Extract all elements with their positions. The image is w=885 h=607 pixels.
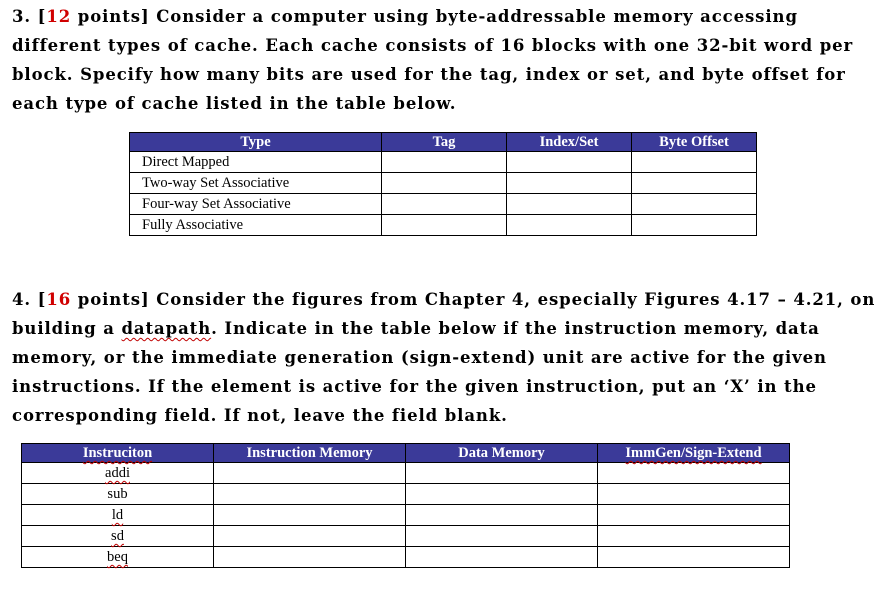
tag-cell[interactable] xyxy=(382,194,507,215)
question-3-body: points] Consider a computer using byte-addressable memory accessing different types of cache. Each cache consists of 16 blocks with one 32-bit word per block. Specify how many bits are used for the tag, index or set, and byte offset for each type of cache listed in the table below. xyxy=(12,7,854,113)
index-set-cell[interactable] xyxy=(507,152,632,173)
byte-offset-cell[interactable] xyxy=(632,215,757,236)
cache-type-cell: Direct Mapped xyxy=(130,152,382,173)
header-instruction: Instruciton xyxy=(22,444,214,463)
tag-cell[interactable] xyxy=(382,215,507,236)
table-header-row xyxy=(22,444,790,463)
question-4-points: 16 xyxy=(46,290,72,309)
data-memory-cell[interactable] xyxy=(406,463,598,484)
question-3-text xyxy=(12,2,876,118)
instruction-cell: addi xyxy=(22,463,214,484)
instruction-elements-table xyxy=(21,443,790,568)
instruction-cell: ld xyxy=(22,505,214,526)
instruction-cell: beq xyxy=(22,547,214,568)
instruction-memory-cell[interactable] xyxy=(214,463,406,484)
table-row xyxy=(22,505,790,526)
question-3-number: 3. [ xyxy=(12,7,47,26)
instruction-cell: sub xyxy=(22,484,214,505)
table-row xyxy=(22,526,790,547)
index-set-cell[interactable] xyxy=(507,215,632,236)
immgen-cell[interactable] xyxy=(598,505,790,526)
byte-offset-cell[interactable] xyxy=(632,152,757,173)
instruction-memory-cell[interactable] xyxy=(214,547,406,568)
cache-type-cell: Fully Associative xyxy=(130,215,382,236)
immgen-cell[interactable] xyxy=(598,463,790,484)
header-tag: Tag xyxy=(382,133,507,152)
immgen-cell[interactable] xyxy=(598,547,790,568)
instruction-cell: sd xyxy=(22,526,214,547)
cache-type-cell: Two-way Set Associative xyxy=(130,173,382,194)
data-memory-cell[interactable] xyxy=(406,505,598,526)
table-row xyxy=(130,215,757,236)
table-row xyxy=(130,173,757,194)
header-type: Type xyxy=(130,133,382,152)
question-4-body-part2: . Indicate in the table below if the instruction memory, data memory, or the immediate generation (sign-extend) unit are active for the given instructions. If the element is active for the given instruction, put an ‘X’ in the corresponding field. If not, leave the field blank. xyxy=(12,319,827,425)
data-memory-cell[interactable] xyxy=(406,547,598,568)
table-row xyxy=(22,547,790,568)
question-4-number: 4. [ xyxy=(12,290,47,309)
instruction-memory-cell[interactable] xyxy=(214,505,406,526)
tag-cell[interactable] xyxy=(382,173,507,194)
table-row xyxy=(130,152,757,173)
table-row xyxy=(130,194,757,215)
instruction-memory-cell[interactable] xyxy=(214,526,406,547)
instruction-memory-cell[interactable] xyxy=(214,484,406,505)
data-memory-cell[interactable] xyxy=(406,526,598,547)
question-3-points: 12 xyxy=(46,7,72,26)
table-row xyxy=(22,484,790,505)
header-immgen: ImmGen/Sign-Extend xyxy=(598,444,790,463)
index-set-cell[interactable] xyxy=(507,194,632,215)
question-4-text xyxy=(12,285,876,430)
table-header-row xyxy=(130,133,757,152)
cache-bits-table xyxy=(129,132,757,236)
byte-offset-cell[interactable] xyxy=(632,173,757,194)
datapath-word: datapath xyxy=(121,319,212,338)
immgen-cell[interactable] xyxy=(598,526,790,547)
index-set-cell[interactable] xyxy=(507,173,632,194)
question-4-body-part1: points] Consider the figures from Chapter 4, especially Figures 4.17 – 4.21, on building a xyxy=(12,290,876,338)
tag-cell[interactable] xyxy=(382,152,507,173)
immgen-cell[interactable] xyxy=(598,484,790,505)
table-row xyxy=(22,463,790,484)
header-index-set: Index/Set xyxy=(507,133,632,152)
byte-offset-cell[interactable] xyxy=(632,194,757,215)
data-memory-cell[interactable] xyxy=(406,484,598,505)
header-byte-offset: Byte Offset xyxy=(632,133,757,152)
cache-type-cell: Four-way Set Associative xyxy=(130,194,382,215)
header-data-memory: Data Memory xyxy=(406,444,598,463)
header-instruction-memory: Instruction Memory xyxy=(214,444,406,463)
